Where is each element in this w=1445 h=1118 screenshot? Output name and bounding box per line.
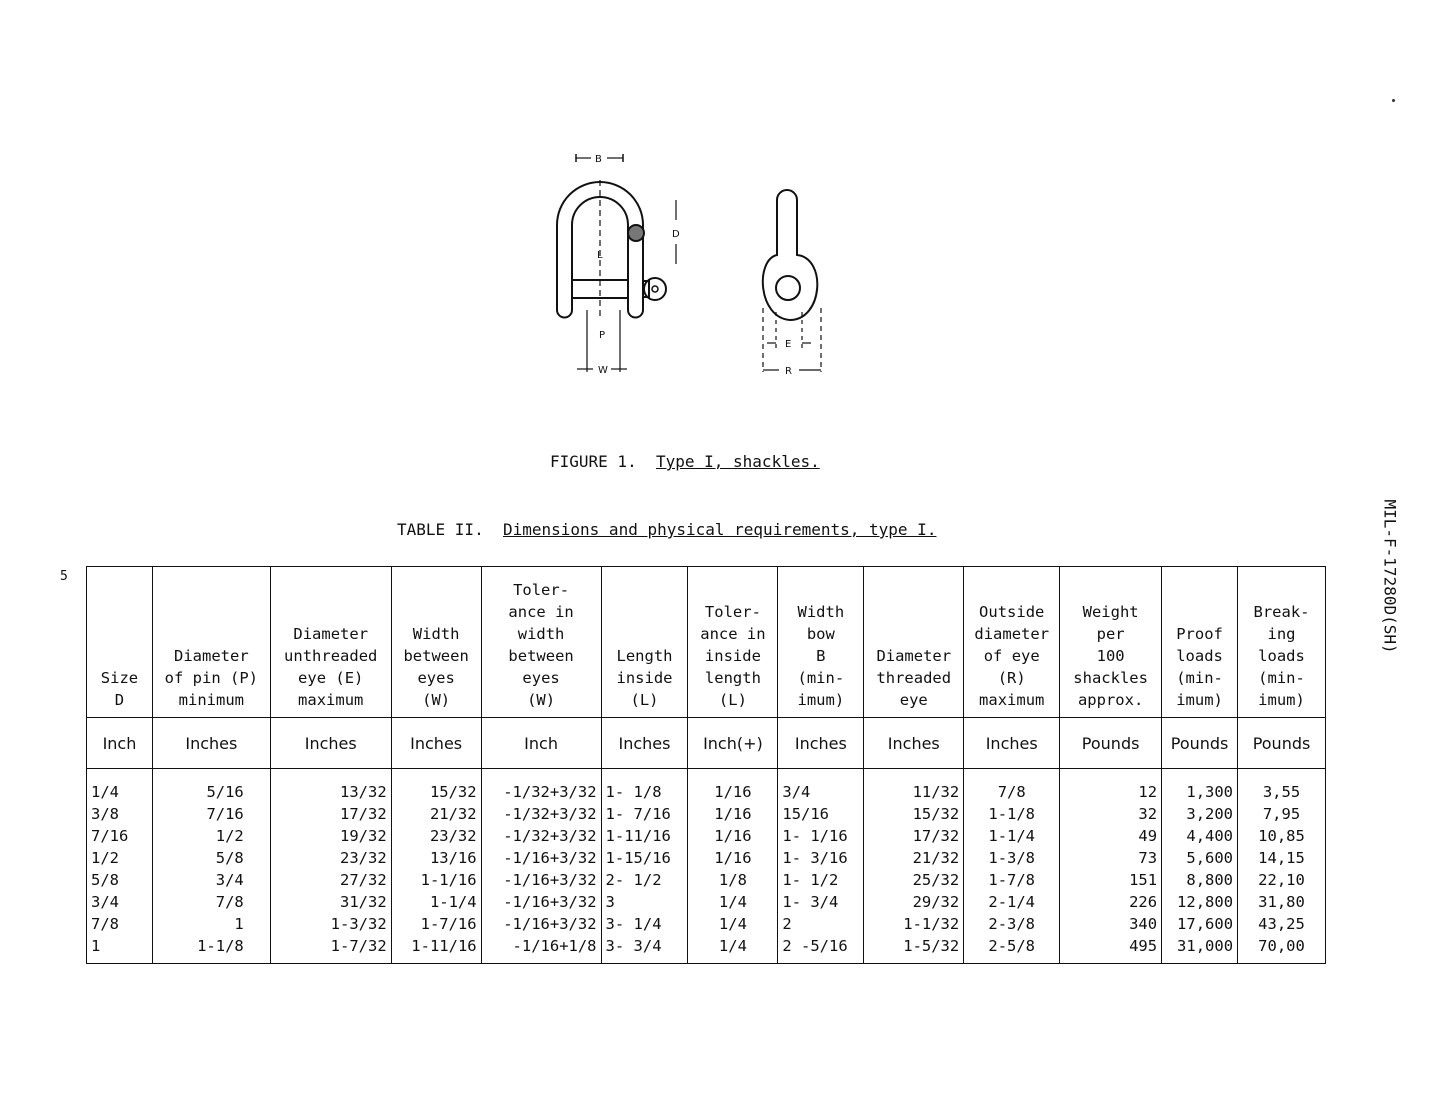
table-cell: 10,85 <box>1238 825 1326 847</box>
column-header-line: of pin (P) <box>164 669 258 687</box>
table-cell: 31/32 <box>270 891 391 913</box>
column-header <box>964 567 1060 718</box>
table-cell: 340 <box>1060 913 1162 935</box>
table-cell: 4,400 <box>1162 825 1238 847</box>
column-header-line: (R) <box>997 669 1026 687</box>
table-cell: 5,600 <box>1162 847 1238 869</box>
column-header-line: Length <box>616 647 673 665</box>
dimensions-table <box>86 566 1326 964</box>
column-header-line: unthreaded <box>284 647 378 665</box>
side-view-eye <box>776 276 800 300</box>
table-cell: 3 <box>601 891 688 913</box>
column-header-line: between <box>403 647 469 665</box>
table-cell: 226 <box>1060 891 1162 913</box>
table-cell: 1/2 <box>152 825 270 847</box>
table-cell: 1-7/32 <box>270 935 391 964</box>
column-header-line: Width <box>412 625 460 643</box>
table-cell: 7,95 <box>1238 803 1326 825</box>
column-header-line: between <box>508 647 574 665</box>
table-cell: 1-7/8 <box>964 869 1060 891</box>
pin-head <box>644 278 666 300</box>
table-cell: 1- 1/2 <box>778 869 864 891</box>
table-cell: 73 <box>1060 847 1162 869</box>
column-header-line: maximum <box>979 691 1045 709</box>
unit-cell: Inch <box>87 718 153 769</box>
column-header-line: (L) <box>718 691 747 709</box>
unit-cell: Pounds <box>1238 718 1326 769</box>
table-cell: -1/32+3/32 <box>481 825 601 847</box>
column-header-line: imum) <box>797 691 845 709</box>
table-cell: 17/32 <box>864 825 964 847</box>
column-header-line: (W) <box>527 691 556 709</box>
table-row <box>87 769 1326 804</box>
table-cell: 7/8 <box>87 913 153 935</box>
table-cell: 23/32 <box>391 825 481 847</box>
table-cell: 1-3/32 <box>270 913 391 935</box>
unit-cell: Inch(+) <box>688 718 778 769</box>
column-header-line: imum) <box>1258 691 1305 709</box>
column-header-line: maximum <box>298 691 364 709</box>
table-cell: 7/8 <box>964 769 1060 804</box>
column-header-line: Break- <box>1253 603 1310 621</box>
column-header-line: Diameter <box>174 647 249 665</box>
table-cell: 17,600 <box>1162 913 1238 935</box>
table-cell: 1-11/16 <box>391 935 481 964</box>
column-header <box>270 567 391 718</box>
table-cell: 25/32 <box>864 869 964 891</box>
table-cell: 1-7/16 <box>391 913 481 935</box>
column-header <box>87 567 153 718</box>
table-cell: 1-15/16 <box>601 847 688 869</box>
label-b: B <box>595 154 602 165</box>
table-cell: 1/4 <box>688 891 778 913</box>
column-header-line: loads <box>1258 647 1305 665</box>
column-header-line: (min- <box>797 669 845 687</box>
table-row <box>87 869 1326 891</box>
table-cell: -1/16+3/32 <box>481 847 601 869</box>
table-cell: 3/4 <box>778 769 864 804</box>
table-row <box>87 825 1326 847</box>
table-cell: 31,000 <box>1162 935 1238 964</box>
label-e: E <box>785 339 792 350</box>
figure-caption-title: Type I, shackles. <box>655 452 820 471</box>
table-cell: 2-1/4 <box>964 891 1060 913</box>
table-cell: 1/16 <box>688 825 778 847</box>
unit-cell: Inches <box>391 718 481 769</box>
table-cell: -1/16+3/32 <box>481 913 601 935</box>
table-row <box>87 803 1326 825</box>
table-cell: 1-1/4 <box>964 825 1060 847</box>
table-cell: 1/16 <box>688 803 778 825</box>
table-cell: 1- 1/16 <box>778 825 864 847</box>
shackle-leg-right-bottom <box>628 310 643 318</box>
table-cell: 13/16 <box>391 847 481 869</box>
table-cell: 70,00 <box>1238 935 1326 964</box>
table-cell: 8,800 <box>1162 869 1238 891</box>
unit-cell: Inches <box>601 718 688 769</box>
table-cell: 1 <box>87 935 153 964</box>
table-cell: 12,800 <box>1162 891 1238 913</box>
table-cell: 32 <box>1060 803 1162 825</box>
table-cell: 151 <box>1060 869 1162 891</box>
table-cell: 1-5/32 <box>864 935 964 964</box>
table-row <box>87 935 1326 964</box>
table-cell: 1- 3/4 <box>778 891 864 913</box>
column-header-line: eye (E) <box>298 669 364 687</box>
column-header-line: of eye <box>983 647 1040 665</box>
table-cell: 11/32 <box>864 769 964 804</box>
table-cell: 1/2 <box>87 847 153 869</box>
unit-cell: Inches <box>778 718 864 769</box>
table-cell: 1-1/4 <box>391 891 481 913</box>
table-cell: 1-3/8 <box>964 847 1060 869</box>
table-cell: 15/32 <box>864 803 964 825</box>
table-cell: 7/8 <box>152 891 270 913</box>
column-header <box>1238 567 1326 718</box>
label-d: D <box>672 229 680 240</box>
table-cell: 7/16 <box>87 825 153 847</box>
column-header-line: shackles <box>1073 669 1148 687</box>
table-cell: 1,300 <box>1162 769 1238 804</box>
column-header-line: imum) <box>1176 691 1223 709</box>
table-cell: 1/8 <box>688 869 778 891</box>
column-header-line: width <box>517 625 565 643</box>
column-header-line: length <box>704 669 761 687</box>
column-header-line: approx. <box>1077 691 1144 709</box>
table-cell: 5/8 <box>87 869 153 891</box>
table-cell: 1- 3/16 <box>778 847 864 869</box>
column-header-line: Size <box>100 669 139 687</box>
table-row <box>87 847 1326 869</box>
label-r: R <box>785 366 792 377</box>
table-cell: 21/32 <box>864 847 964 869</box>
bow-section <box>628 225 644 241</box>
column-header-line: inside <box>616 669 673 687</box>
column-header-line: Diameter <box>293 625 369 643</box>
column-header-line: (min- <box>1176 669 1223 687</box>
label-w: W <box>598 365 608 376</box>
column-header-line: eyes <box>522 669 560 687</box>
table-cell: 2-5/8 <box>964 935 1060 964</box>
table-cell: 1-1/8 <box>152 935 270 964</box>
column-header-line: threaded <box>876 669 952 687</box>
column-header-line: bow <box>806 625 835 643</box>
column-header-line: ing <box>1267 625 1296 643</box>
scan-dot <box>1392 99 1395 102</box>
column-header <box>778 567 864 718</box>
column-header-line: Width <box>797 603 845 621</box>
table-cell: 1/16 <box>688 769 778 804</box>
table-cell: 15/32 <box>391 769 481 804</box>
column-header <box>391 567 481 718</box>
table-units-row <box>87 718 1326 769</box>
column-header-line: loads <box>1176 647 1223 665</box>
table-cell: 22,10 <box>1238 869 1326 891</box>
table-cell: 31,80 <box>1238 891 1326 913</box>
table-cell: 495 <box>1060 935 1162 964</box>
table-cell: 14,15 <box>1238 847 1326 869</box>
table-cell: 27/32 <box>270 869 391 891</box>
table-cell: -1/16+1/8 <box>481 935 601 964</box>
unit-cell: Inches <box>964 718 1060 769</box>
table-cell: 3/4 <box>152 869 270 891</box>
corner-mark: 5 <box>60 569 68 584</box>
table-caption-title: Dimensions and physical requirements, type I. <box>502 520 937 539</box>
table-cell: 49 <box>1060 825 1162 847</box>
table-cell: 7/16 <box>152 803 270 825</box>
document-id: MIL-F-17280D(SH) <box>1380 499 1400 654</box>
table-cell: -1/32+3/32 <box>481 769 601 804</box>
column-header-line: (W) <box>422 691 451 709</box>
table-cell: 5/16 <box>152 769 270 804</box>
table-caption <box>397 520 936 539</box>
column-header <box>688 567 778 718</box>
table-cell: 3/4 <box>87 891 153 913</box>
column-header-line: per <box>1096 625 1125 643</box>
table-cell: 3/8 <box>87 803 153 825</box>
column-header-line: Outside <box>979 603 1045 621</box>
column-header <box>601 567 688 718</box>
table-cell: 2-3/8 <box>964 913 1060 935</box>
table-cell: 3- 1/4 <box>601 913 688 935</box>
unit-cell: Inches <box>864 718 964 769</box>
table-cell: 13/32 <box>270 769 391 804</box>
table-cell: 19/32 <box>270 825 391 847</box>
table-cell: 1 <box>152 913 270 935</box>
column-header-line: D <box>114 691 125 709</box>
table-row <box>87 913 1326 935</box>
column-header-line: diameter <box>974 625 1050 643</box>
column-header-line: (min- <box>1258 669 1305 687</box>
column-header-line: Proof <box>1176 625 1223 643</box>
unit-cell: Pounds <box>1060 718 1162 769</box>
table-cell: 17/32 <box>270 803 391 825</box>
table-cell: 23/32 <box>270 847 391 869</box>
table-cell: 5/8 <box>152 847 270 869</box>
figure-caption <box>550 452 820 471</box>
column-header-line: Toler- <box>704 603 761 621</box>
table-cell: -1/16+3/32 <box>481 869 601 891</box>
table-row <box>87 891 1326 913</box>
table-cell: -1/32+3/32 <box>481 803 601 825</box>
table-cell: 1-1/16 <box>391 869 481 891</box>
unit-cell: Inches <box>270 718 391 769</box>
table-cell: 12 <box>1060 769 1162 804</box>
table-cell: 2 -5/16 <box>778 935 864 964</box>
label-l: L <box>597 250 603 261</box>
column-header <box>152 567 270 718</box>
column-header-line: (L) <box>630 691 659 709</box>
table-cell: 3,200 <box>1162 803 1238 825</box>
table-cell: 1/16 <box>688 847 778 869</box>
unit-cell: Inches <box>152 718 270 769</box>
table-cell: 1/4 <box>688 913 778 935</box>
table-cell: 15/16 <box>778 803 864 825</box>
column-header-line: minimum <box>178 691 244 709</box>
table-cell: 3- 3/4 <box>601 935 688 964</box>
shackle-leg-left-bottom <box>557 310 572 318</box>
column-header <box>864 567 964 718</box>
table-cell: 43,25 <box>1238 913 1326 935</box>
table-caption-prefix: TABLE II. <box>397 520 484 539</box>
unit-cell: Pounds <box>1162 718 1238 769</box>
shackle-figure <box>545 140 845 390</box>
column-header-line: Weight <box>1082 603 1139 621</box>
table-cell: -1/16+3/32 <box>481 891 601 913</box>
table-cell: 3,55 <box>1238 769 1326 804</box>
table-cell: 1- 1/8 <box>601 769 688 804</box>
table-cell: 1-11/16 <box>601 825 688 847</box>
table-cell: 1/4 <box>87 769 153 804</box>
figure-caption-prefix: FIGURE 1. <box>550 452 637 471</box>
column-header-line: ance in <box>508 603 574 621</box>
table-cell: 1- 7/16 <box>601 803 688 825</box>
column-header-line: inside <box>704 647 761 665</box>
column-header-line: Diameter <box>876 647 952 665</box>
table-cell: 1-1/32 <box>864 913 964 935</box>
column-header-line: eyes <box>417 669 455 687</box>
unit-cell: Inch <box>481 718 601 769</box>
column-header-line: ance in <box>700 625 766 643</box>
column-header <box>1162 567 1238 718</box>
table-header-row <box>87 567 1326 718</box>
table-cell: 29/32 <box>864 891 964 913</box>
table-cell: 2 <box>778 913 864 935</box>
label-p: P <box>599 330 606 341</box>
table-cell: 2- 1/2 <box>601 869 688 891</box>
column-header-line: eye <box>899 691 928 709</box>
column-header <box>481 567 601 718</box>
column-header-line: 100 <box>1096 647 1125 665</box>
table-cell: 21/32 <box>391 803 481 825</box>
column-header-line: Toler- <box>513 581 570 599</box>
table-cell: 1/4 <box>688 935 778 964</box>
column-header <box>1060 567 1162 718</box>
table-cell: 1-1/8 <box>964 803 1060 825</box>
column-header-line: B <box>816 647 826 665</box>
